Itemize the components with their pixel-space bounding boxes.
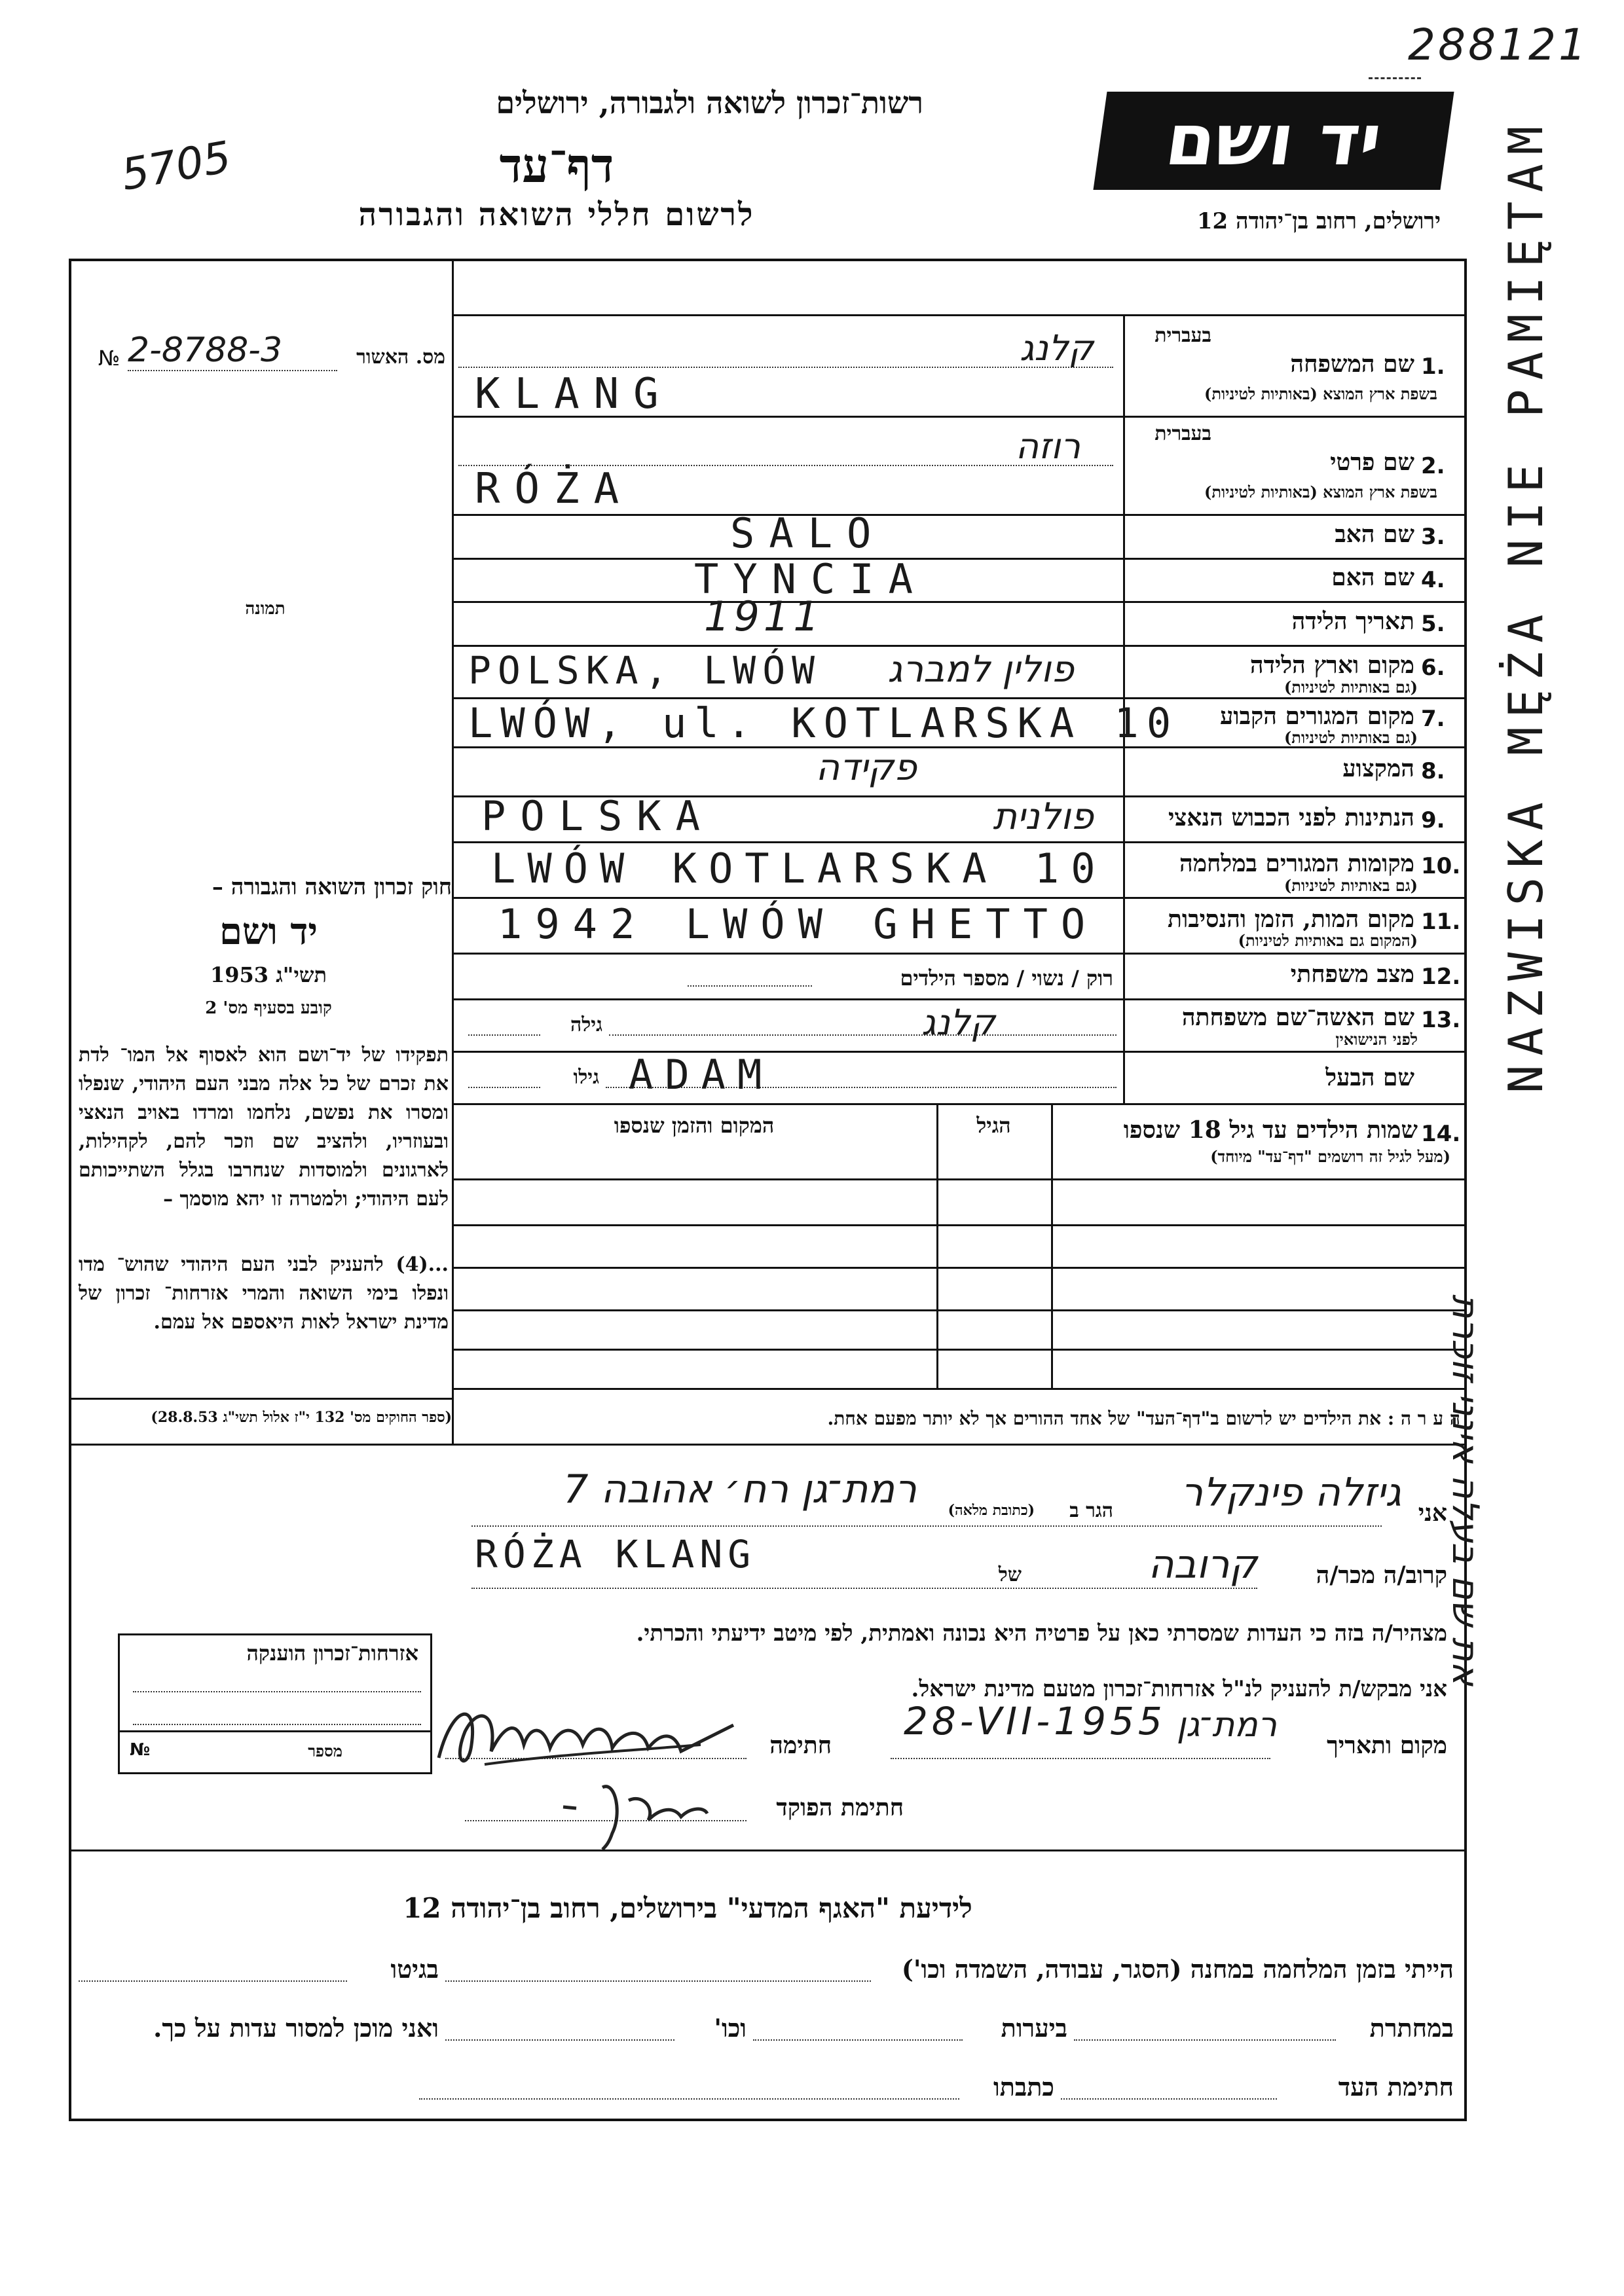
decl-officer-label: חתימת הפוקד (776, 1794, 904, 1821)
form-title: דף־עד (499, 137, 614, 193)
footer-underground: במחתרת (1369, 2013, 1454, 2043)
officer-signature (550, 1768, 747, 1853)
field-9-label: הנתינות לפני הכבוש הנאצי (1168, 804, 1414, 831)
field-11-label: מקום המות, הזמן והנסיבות (1168, 905, 1414, 933)
law-clause: קובע בסעיף מס' 2 (205, 998, 332, 1018)
field-6-value-hebrew: פולין למברג (887, 648, 1074, 691)
field-11-sub: (המקום גם באותיות לטיניות) (1238, 931, 1418, 950)
decl-of-label: של (998, 1563, 1022, 1586)
field-1-value-hebrew: קלנג (1020, 327, 1094, 369)
children-sub: (מעל לגיל זה רושמים "דף־עד" מיוחד) (1210, 1147, 1450, 1166)
decl-resident-sub: (כתובת מלאה) (948, 1502, 1035, 1519)
field-2-num: 2. (1421, 453, 1445, 479)
field-3-label: שם האב (1335, 520, 1414, 548)
field-7-num: 7. (1421, 706, 1445, 732)
note: ה ע ר ה : את הילדים יש לרשום ב"דף־העד" של אחד ההורים אך לא יותר מפעם אחת. (827, 1408, 1460, 1429)
field-2-value-hebrew: רוזה (1015, 426, 1080, 467)
field-11-value: 1942 LWÓW GHETTO (498, 900, 1099, 948)
decl-ani-value: גיזלה פינקלר (1181, 1470, 1401, 1516)
field-10-num: 10. (1421, 853, 1461, 879)
field-1-hebrew-tag: בעברית (1154, 324, 1211, 347)
field-1-value: KLANG (475, 370, 673, 418)
stamp-dash (1369, 77, 1421, 79)
field-1-num: 1. (1421, 354, 1445, 380)
field-6-num: 6. (1421, 655, 1445, 681)
footer-address: כתבתו (993, 2072, 1054, 2102)
husband-label: שם הבעל (1325, 1064, 1414, 1091)
field-13-num: 13. (1421, 1007, 1461, 1033)
stamp-number: 288121 (1408, 20, 1589, 70)
field-13-age-label: גילה (570, 1013, 602, 1036)
field-9-value-hebrew: פולנית (993, 795, 1094, 838)
field-7-label: מקום המגורים הקבוע (1220, 702, 1414, 730)
approval-label: מס. האשור (356, 346, 445, 369)
citizenship-no-prefix: № (130, 1740, 151, 1760)
field-9-value: POLSKA (481, 792, 714, 840)
footer-etc: וכו' (714, 2013, 747, 2043)
field-4-label: שם האם (1331, 564, 1414, 591)
footer-witness-signature: חתימת העד (1338, 2072, 1454, 2102)
field-8-num: 8. (1421, 758, 1445, 784)
field-13-value-hebrew: קלנג (921, 1002, 995, 1043)
children-num: 14. (1421, 1121, 1461, 1147)
field-7-sub: (גם באותיות לטיניות) (1283, 728, 1418, 747)
citizenship-box (118, 1633, 432, 1774)
citizenship-title: אזרחות־זכרון הוענקה (246, 1641, 418, 1666)
footer-forests: ביערות (1001, 2013, 1067, 2043)
field-4-value: TYNCIA (694, 555, 927, 603)
husband-value: ADAM (629, 1051, 774, 1099)
field-6-sub: (גם באותיות לטיניות) (1283, 678, 1418, 697)
field-10-value: LWÓW KOTLARSKA 10 (491, 845, 1107, 892)
field-10-sub: (גם באותיות לטיניות) (1283, 876, 1418, 895)
field-6-label: מקום וארץ הלידה (1249, 651, 1414, 679)
law-text-1: תפקידו של יד־ושם הוא לאסוף אל המו־ לדת את זכרם של כל אלה מבני העם היהודי, שנפלו ומסרו את נפשם, נלחמו ומרדו באויב הנאצי ובעוזריו, ולהציב שם וזכר להם, לקהילות, לארגונים ולמוסדות שנחרבו בגלל השתייכותם לעם היהודי; ולמטרה זו יהא מוסמך – (79, 1044, 449, 1211)
field-12-label: מצב משפחתי (1290, 960, 1414, 988)
field-6-value: POLSKA, LWÓW (468, 648, 822, 693)
field-10-label: מקומות המגורים במלחמה (1179, 850, 1414, 877)
field-1-sub: בשפת ארץ המוצא (באותיות לטיניות) (1204, 384, 1437, 403)
decl-place-date-label: מקום ותאריך (1327, 1732, 1447, 1759)
field-3-value: SALO (730, 509, 886, 557)
field-5-num: 5. (1421, 611, 1445, 637)
law-text-2: ...(4) להעניק לבני העם היהודי שהוש־ מדו ונפלו בימי השואה והמרי אזרחות־ זכרון של מדינת ישראל לאות היאספם אל עמם. (79, 1253, 449, 1334)
approval-value: 2-8788-3 (128, 331, 283, 370)
field-2-sub: בשפת ארץ המוצא (באותיות לטיניות) (1204, 483, 1437, 501)
field-7-value: LWÓW, ul. KOTLARSKA 10 (468, 699, 1179, 747)
decl-place-value: רמת־גן (1176, 1705, 1277, 1745)
field-3-num: 3. (1421, 524, 1445, 550)
photo-label: תמונה (245, 599, 286, 619)
footer-ghetto: בגיטו (390, 1954, 439, 1984)
field-5-label: תאריך הלידה (1291, 608, 1414, 635)
footer-willing: ואני מוכן למסור עדות על כך. (153, 2013, 439, 2043)
side-note-polish: NAZWISKA MĘŻA NIE PAMIĘTAM (1498, 117, 1553, 1093)
decl-relative-label: קרוב/ה מכר/ה (1316, 1561, 1447, 1589)
approval-no-prefix: № (98, 346, 120, 371)
decl-request: אני מבקש/ת להעניק לנ"ל אזרחות־זכרון מטעם מדינת ישראל. (911, 1676, 1447, 1702)
field-2-value: RÓŻA (475, 465, 634, 513)
field-11-num: 11. (1421, 909, 1461, 935)
field-13-label: שם האשה־שם משפחתה (1181, 1004, 1414, 1031)
field-9-num: 9. (1421, 807, 1445, 833)
corner-number: 5705 (117, 132, 235, 200)
field-2-label: שם פרטי (1330, 448, 1414, 476)
children-title: שמות הילדים עד גיל 18 שנספו (1123, 1116, 1418, 1144)
law-title: חוק זכרון השואה והגבורה – (212, 874, 452, 900)
law-ref: (ספר החוקים מס' 132 י"ז אלול תשי"ג 28.8.53) (151, 1409, 452, 1426)
decl-resident-label: הגר ב (1069, 1499, 1113, 1522)
citizenship-number-label: מספר (308, 1741, 342, 1760)
children-col-place: המקום והזמן שנספו (614, 1113, 775, 1138)
field-4-num: 4. (1421, 567, 1445, 593)
decl-of-value: RÓŻA KLANG (475, 1532, 756, 1576)
husband-age-label: גילו (573, 1066, 599, 1089)
authority-name: רשות־זכרון לשואה ולגבורה, ירושלים (496, 85, 923, 120)
field-8-label: המקצוע (1342, 755, 1414, 782)
footer-camp: הייתי בזמן המלחמה במחנה (הסגר, עבודה, השמדה וכו') (901, 1954, 1454, 1984)
field-12-num: 12. (1421, 964, 1461, 990)
decl-relative-value: קרובה (1148, 1542, 1257, 1588)
law-name: יד ושם (219, 910, 318, 953)
field-2-hebrew-tag: בעברית (1154, 422, 1211, 445)
children-col-age: הגיל (976, 1113, 1011, 1138)
field-1-label: שם המשפחה (1290, 350, 1414, 378)
decl-resident-value: רמת־גן רח׳ אהובה 7 (563, 1467, 917, 1512)
law-year: תשי"ג 1953 (210, 962, 327, 987)
yad-vashem-logo (1093, 92, 1454, 190)
side-note-hebrew: את שם בעלה אינני זוכרת (1444, 1294, 1486, 1686)
footer-title: לידיעת "האגף המדעי" בירושלים, רחוב בן־יהודה 12 (403, 1892, 972, 1924)
field-12-options: רוק / נשוי / מספר הילדים (900, 966, 1113, 991)
header-address: ירושלים, רחוב בן־יהודה 12 (1196, 208, 1441, 234)
logo-text: יד ושם (1160, 100, 1387, 181)
field-8-value-hebrew: פקידה (815, 746, 917, 789)
form-subtitle: לרשום חללי השואה והגבורה (358, 196, 755, 233)
field-5-value: 1911 (704, 592, 823, 640)
decl-signature-label: חתימה (769, 1732, 832, 1759)
field-13-sub: לפני הנישואין (1335, 1030, 1418, 1049)
decl-statement: מצהיר/ה בזה כי העדות שמסרתי כאן על פרטיה היא נכונה ואמתית, לפי מיטב ידיעתי והכרתי. (636, 1620, 1447, 1647)
decl-date-value: 28-VII-1955 (904, 1699, 1166, 1743)
decl-ani: אני (1418, 1499, 1447, 1527)
